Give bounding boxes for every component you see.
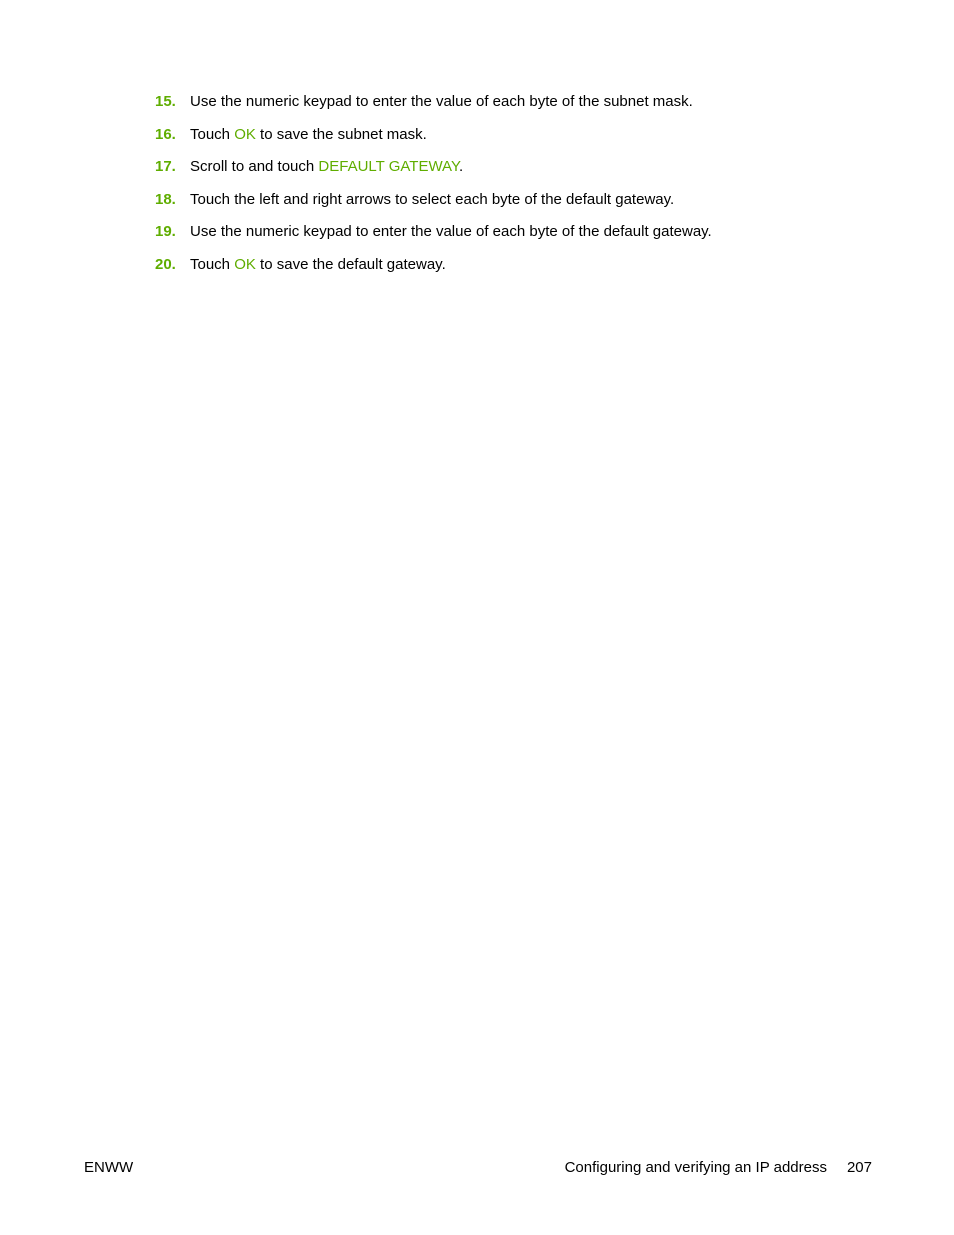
step-15 — [155, 93, 875, 126]
step-text-part: Use the numeric keypad to enter the value of each byte of the subnet mask. — [190, 93, 693, 110]
step-text-part: Touch — [190, 125, 235, 143]
step-text-part: . — [459, 158, 464, 176]
step-number: 15. — [155, 93, 176, 110]
step-text — [190, 256, 875, 274]
step-text-part: to save the default gateway. — [255, 255, 446, 273]
step-text-part: Touch the left and right arrows to select each byte of the default gateway. — [190, 190, 675, 208]
step-18 — [155, 191, 875, 224]
step-16 — [155, 126, 875, 159]
step-text-part: Touch — [190, 255, 235, 273]
step-number: 20. — [155, 255, 176, 273]
procedure-steps — [155, 93, 875, 289]
step-text — [190, 191, 875, 209]
ui-term-default-gateway: DEFAULT GATEWAY — [318, 158, 460, 176]
step-text-part: Use the numeric keypad to enter the value of each byte of the default gateway. — [190, 223, 712, 241]
step-number: 18. — [155, 190, 176, 208]
step-number: 17. — [155, 158, 176, 176]
ui-term-ok: OK — [234, 125, 256, 143]
step-20 — [155, 256, 875, 289]
step-text-part: Scroll to and touch — [190, 158, 319, 176]
step-17 — [155, 158, 875, 191]
step-text — [190, 158, 875, 176]
page-number: 207 — [846, 1159, 872, 1176]
step-19 — [155, 223, 875, 256]
footer-section-title: Configuring and verifying an IP address — [564, 1159, 827, 1176]
step-text — [190, 93, 875, 111]
page-footer — [84, 1159, 872, 1177]
footer-right — [565, 1159, 872, 1177]
step-text-part: to save the subnet mask. — [255, 125, 427, 143]
step-text — [190, 223, 875, 241]
ui-term-ok: OK — [234, 255, 256, 273]
step-text — [190, 126, 875, 144]
footer-left-label: ENWW — [84, 1159, 134, 1176]
step-number: 16. — [155, 125, 176, 143]
step-number: 19. — [155, 223, 176, 241]
